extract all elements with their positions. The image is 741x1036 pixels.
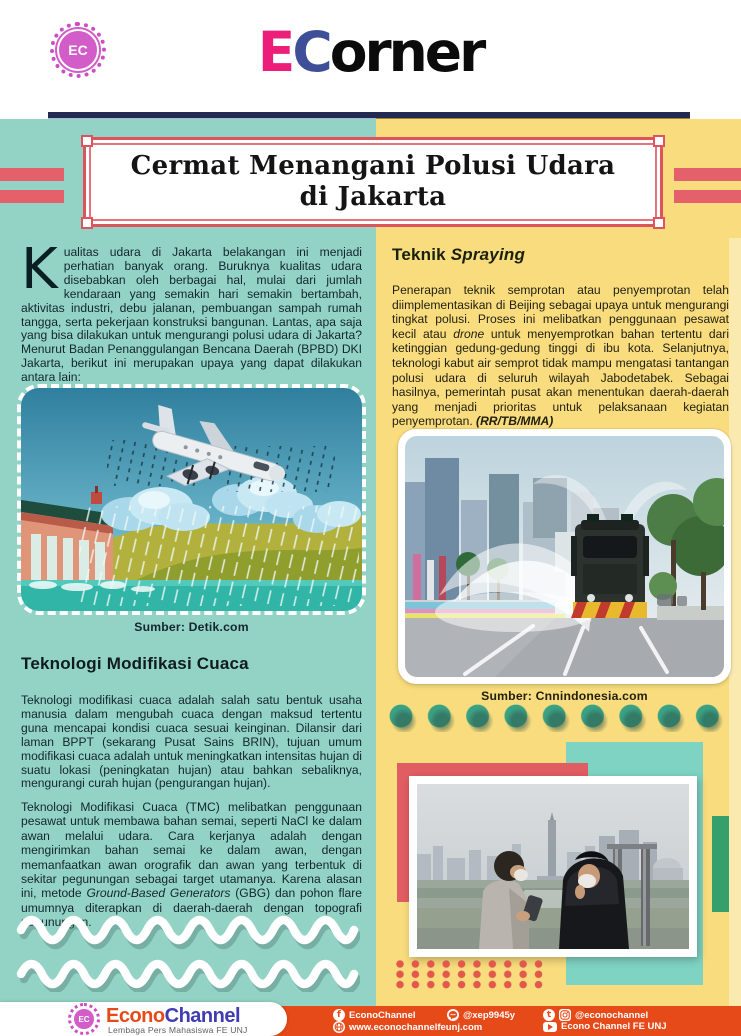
tmc-paragraph-2-italic: Ground-Based Generators — [86, 886, 231, 901]
intro-text: ualitas udara di Jakarta belakangan ini menjadi perhatian banyak orang. Buruknya kualitas udara disebabkan oleh berbagai hal, mulai dari jumlah kendaraan yang semakin hari semakin bertambah, aktivitas industri, debu jalanan, pembuangan sampah rumah tangga, serta pekerjaan konstruksi bangunan. Lantas, apa saja yang bisa dilakukan untuk mengurangi polusi udara di Jakarta? Menurut Badan Penanggulangan Bencana Daerah (BPBD) DKI Jakarta, berikut ini merupakan upaya yang dapat dilakukan antara lain: — [21, 245, 362, 385]
jakarta-smog-photo-svg — [417, 784, 689, 949]
side-dash — [0, 168, 64, 181]
article-title — [86, 140, 660, 224]
tmc-paragraph-2-post: (GBG) dan pohon flare umumnya diterapkan di daerah-daerah dengan topografi pegunungan. — [21, 886, 362, 930]
facebook-handle: EconoChannel — [349, 1009, 416, 1021]
social-website — [333, 1021, 482, 1033]
water-cannon-photo-frame — [398, 429, 731, 684]
brand-econo: Econo — [106, 1005, 165, 1027]
line-icon — [447, 1009, 459, 1021]
social-twitter-instagram — [543, 1009, 648, 1021]
jakarta-smog-photo — [417, 784, 689, 949]
wave-ornament — [12, 908, 360, 992]
title-letter-c: C — [292, 20, 330, 84]
globe-icon — [333, 1021, 345, 1033]
cloud-seeding-illustration — [17, 384, 366, 615]
water-cannon-photo-svg — [405, 436, 724, 677]
tmc-paragraph-1: Teknologi modifikasi cuaca adalah salah satu bentuk usaha manusia dalam mengubah cuaca dengan maksud tertentu guna mencapai kondisi cuaca sesuai keinginan. Dilansir dari laman BPPT (sekarang Pusat Sains BRIN), tujuan umum modifikasi cuaca adalah untuk meningkatkan intensitas hujan di suatu lokasi (peningkatan hujan) atau bahkan sebaliknya, mengurangi curah hujan (pengurangan hujan). — [21, 693, 362, 791]
spraying-heading-pre: Teknik — [392, 245, 451, 264]
spraying-heading-italic: Spraying — [450, 245, 526, 264]
article-title-banner — [83, 137, 663, 227]
social-facebook — [333, 1009, 416, 1021]
side-dash — [674, 168, 741, 181]
intro-paragraph — [21, 237, 362, 385]
article-title-line2: di Jakarta — [299, 182, 447, 212]
section-heading-tmc: Teknologi Modifikasi Cuaca — [21, 654, 249, 673]
instagram-icon — [559, 1009, 571, 1021]
water-cannon-photo — [405, 436, 724, 677]
social-line — [447, 1009, 515, 1021]
section-heading-spraying — [392, 245, 729, 265]
spraying-paragraph-italic: drone — [453, 326, 485, 341]
line-handle: @xep9945y — [463, 1009, 516, 1021]
youtube-channel: Econo Channel FE UNJ — [561, 1021, 667, 1032]
social-youtube — [543, 1021, 667, 1032]
green-dots-divider — [389, 704, 733, 732]
page-title — [0, 22, 741, 83]
tmc-paragraph-2-pre: Teknologi Modifikasi Cuaca (TMC) melibatkan penggunaan pesawat untuk membawa bahan semai, seperti NaCl ke dalam awan melalui udara. Cara kerjanya adalah dengan mengirimkan bahan semai ke dalam awan, dengan memanfaatkan awan orografik dan awan yang terbentuk di sekitar pegunungan sebagai target utamanya. Karena alasan ini, metode — [21, 800, 362, 901]
spraying-paragraph — [392, 283, 729, 429]
water-cannon-truck — [571, 514, 649, 618]
brand-channel: Channel — [164, 1005, 241, 1027]
title-letter-e: E — [257, 20, 293, 84]
facebook-icon: f — [333, 1009, 345, 1021]
twitter-instagram-handle: @econochannel — [575, 1009, 649, 1021]
spraying-paragraph-seg2: untuk menyemprotkan bahan tertentu dari ketinggian gedung-gedung tinggi di ibu kota. Selanjutnya, teknologi kabut air semprot tidak mampu mengatasi tantangan polusi udara di seluruh wilayah Jabodetabek. Sebagai hasilnya, pemerintah pusat akan menentukan daerah-daerah yang menjadi prioritas untuk pelaksanaan kegiatan penyemprotan. — [392, 326, 730, 429]
twitter-icon: t — [543, 1009, 555, 1021]
footer-tagline: Lembaga Pers Mahasiswa FE UNJ — [108, 1025, 248, 1035]
red-dots-pattern — [396, 960, 550, 991]
smog-photo-frame — [409, 776, 697, 957]
spraying-paragraph-seg1: Penerapan teknik semprotan atau penyemprotan telah diimplementasikan di Beijing sebagai upaya untuk mengurangi tingkat polusi. Proses ini melibatkan penggunaan pesawat kecil atau — [392, 283, 729, 341]
cloud-seeding-illustration-svg — [21, 388, 362, 611]
footer-logo-badge — [68, 1003, 100, 1035]
photo-caption: Sumber: Cnnindonesia.com — [481, 689, 648, 703]
drop-cap: K — [21, 237, 58, 302]
illustration-caption: Sumber: Detik.com — [134, 620, 249, 634]
side-dash — [674, 190, 741, 203]
author-credit: (RR/TB/MMA) — [476, 414, 554, 429]
ec-logo-icon: EC — [73, 1008, 95, 1030]
youtube-icon — [543, 1022, 557, 1032]
title-rest: orner — [329, 20, 484, 84]
ec-logo-icon: EC — [57, 29, 99, 71]
side-dash — [0, 190, 64, 203]
article-title-line1: Cermat Menangani Polusi Udara — [130, 151, 616, 181]
website-url: www.econochannelfeunj.com — [349, 1021, 483, 1033]
collage-green-bar — [712, 816, 729, 912]
